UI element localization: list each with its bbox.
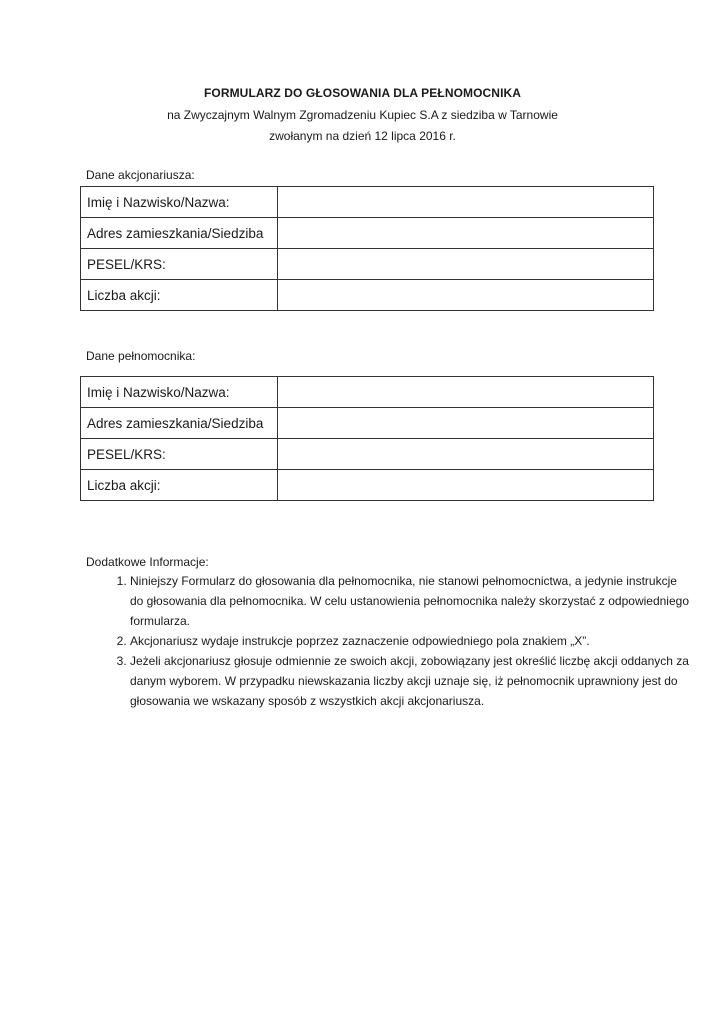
proxy-pesel-field[interactable] — [278, 439, 654, 470]
proxy-address-label: Adres zamieszkania/Siedziba — [81, 408, 278, 439]
shareholder-name-field[interactable] — [278, 187, 654, 218]
shareholder-address-label: Adres zamieszkania/Siedziba — [81, 218, 278, 249]
table-row — [81, 280, 654, 311]
table-row — [81, 218, 654, 249]
meeting-date-subtitle: zwołanym na dzień 12 lipca 2016 r. — [269, 129, 456, 143]
shareholder-section-label: Dane akcjonariusza: — [86, 168, 195, 182]
list-item: 2. Akcjonariusz wydaje instrukcje poprzez zaznaczenie odpowiedniego pola znakiem „X”. — [130, 631, 690, 651]
shareholder-data-table — [80, 186, 654, 311]
shareholder-shares-label: Liczba akcji: — [81, 280, 278, 311]
table-row — [81, 439, 654, 470]
proxy-pesel-label: PESEL/KRS: — [81, 439, 278, 470]
meeting-subtitle: na Zwyczajnym Walnym Zgromadzeniu Kupiec S.A z siedziba w Tarnowie — [167, 108, 558, 122]
proxy-address-field[interactable] — [278, 408, 654, 439]
table-row — [81, 249, 654, 280]
proxy-name-field[interactable] — [278, 377, 654, 408]
table-row — [81, 470, 654, 501]
shareholder-name-label: Imię i Nazwisko/Nazwa: — [81, 187, 278, 218]
proxy-shares-label: Liczba akcji: — [81, 470, 278, 501]
form-title: FORMULARZ DO GŁOSOWANIA DLA PEŁNOMOCNIKA — [203, 86, 522, 100]
shareholder-address-field[interactable] — [278, 218, 654, 249]
list-item: 1. Niniejszy Formularz do głosowania dla pełnomocnika, nie stanowi pełnomocnictwa, a jedynie instrukcje do głosowania dla pełnomocnika. W celu ustanowienia pełnomocnika należy skorzystać z odpowiedniego formularza. — [130, 571, 690, 631]
shareholder-pesel-label: PESEL/KRS: — [81, 249, 278, 280]
table-row — [81, 408, 654, 439]
table-row — [81, 377, 654, 408]
proxy-section-label: Dane pełnomocnika: — [86, 349, 196, 363]
proxy-shares-field[interactable] — [278, 470, 654, 501]
additional-info-list — [86, 571, 690, 711]
proxy-data-table — [80, 376, 654, 501]
shareholder-shares-field[interactable] — [278, 280, 654, 311]
shareholder-pesel-field[interactable] — [278, 249, 654, 280]
table-row — [81, 187, 654, 218]
proxy-name-label: Imię i Nazwisko/Nazwa: — [81, 377, 278, 408]
additional-info-heading: Dodatkowe Informacje: — [86, 555, 209, 569]
list-item: 3. Jeżeli akcjonariusz głosuje odmiennie ze swoich akcji, zobowiązany jest określić liczbę akcji oddanych za danym wyborem. W przypadku niewskazania liczby akcji uznaje się, iż pełnomocnik uprawniony jest do głosowania we wskazany sposób z wszystkich akcji akcjonariusza. — [130, 651, 690, 711]
